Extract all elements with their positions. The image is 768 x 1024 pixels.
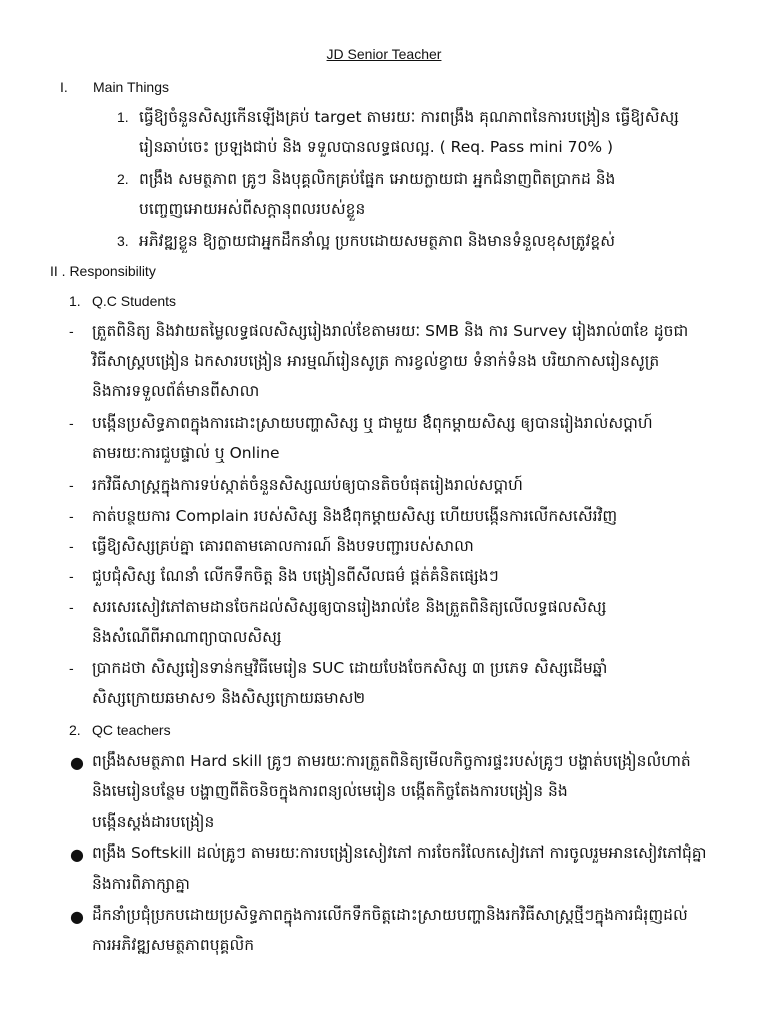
sub-2-marker: 2. — [69, 722, 81, 738]
student-item-3-dash: - — [69, 477, 74, 493]
teacher-item-2-line-1: ពង្រឹង Softskill ដល់គ្រូៗ តាមរយៈការបង្រៀនសៀវភៅ ការចែករំលែកសៀវភៅ ការចូលរួមអានសៀវភៅជុំគ្នា — [92, 844, 707, 862]
main-item-2-marker: 2. — [117, 171, 129, 187]
student-item-4-line-1: កាត់បន្ថយការ Complain របស់សិស្ស និងឳពុកម្តាយសិស្ស ហើយបង្កើនការលើកសសើរវិញ — [92, 507, 618, 525]
main-item-1-line-1: ធ្វើឱ្យចំនួនសិស្សកើនឡើងគ្រប់ target តាមរយៈ ការពង្រឹង គុណភាពនៃការបង្រៀន ធ្វើឱ្យសិស្ស — [139, 108, 679, 126]
student-item-1-line-3: និងការទទួលព័ត៌មានពីសាលា — [92, 382, 260, 400]
main-item-2-line-2: បញ្ចេញអោយអស់ពីសក្តានុពលរបស់ខ្លួន — [139, 200, 366, 218]
student-item-1-dash: - — [69, 323, 74, 339]
student-item-7-dash: - — [69, 599, 74, 615]
student-item-6-dash: - — [69, 568, 74, 584]
main-item-1-marker: 1. — [117, 109, 129, 125]
student-item-2-dash: - — [69, 415, 74, 431]
student-item-7-line-1: សរសេរសៀវភៅតាមដានចែកដល់សិស្សឲ្យបានរៀងរាល់ខែ និងត្រួតពិនិត្យលើលទ្ធផលសិស្ស — [92, 598, 607, 616]
sub-2-heading: QC teachers — [92, 722, 171, 738]
main-item-3-marker: 3. — [117, 233, 129, 249]
student-item-8-dash: - — [69, 660, 74, 676]
teacher-item-3-line-2: ការអភិវឌ្ឍសមត្ថភាពបុគ្គលិក — [92, 936, 255, 954]
student-item-1-line-2: វិធីសាស្រ្តបង្រៀន ឯកសារបង្រៀន អារម្មណ៍រៀនសូត្រ ការខ្វល់ខ្វាយ ទំនាក់ទំនង បរិយាកាសរៀនសូត្រ — [92, 352, 660, 370]
sub-1-heading: Q.C Students — [92, 293, 177, 309]
section-2-heading: II . Responsibility — [50, 263, 156, 279]
teacher-item-1-bullet: ● — [70, 753, 84, 772]
main-item-1-line-2: រៀនឆាប់ចេះ ប្រឡងជាប់ និង ទទួលបានលទ្ធផលល្អ. ( Req. Pass mini 70% ) — [139, 138, 614, 156]
main-item-2-line-1: ពង្រឹង សមត្ថភាព គ្រូៗ និងបុគ្គលិកគ្រប់ផ្នែក អោយក្លាយជា អ្នកជំនាញពិតប្រាកដ និង — [139, 170, 616, 188]
section-1-marker: I. — [60, 79, 68, 95]
student-item-1-line-1: ត្រួតពិនិត្យ និងវាយតម្លៃលទ្ធផលសិស្សរៀងរាល់ខែតាមរយៈ SMB និង ការ Survey រៀងរាល់៣ខែ ដូចជា — [92, 322, 689, 340]
sub-1-marker: 1. — [69, 293, 81, 309]
student-item-7-line-2: និងសំណើពីអាណាព្យាបាលសិស្ស — [92, 628, 282, 646]
student-item-8-line-2: សិស្សក្រោយឆមាស១ និងសិស្សក្រោយឆមាស២ — [92, 689, 366, 707]
teacher-item-2-line-2: និងការពិភាក្សាគ្នា — [92, 875, 190, 893]
section-1-heading: Main Things — [93, 79, 170, 95]
teacher-item-1-line-3: បង្កើនស្តង់ដារបង្រៀន — [92, 813, 215, 831]
document-title: JD Senior Teacher — [326, 46, 442, 62]
student-item-8-line-1: ប្រាកដថា សិស្សរៀនទាន់កម្មវិធីមេរៀន SUC ដោយបែងចែកសិស្ស ៣ ប្រភេទ សិស្សដើមឆ្នាំ — [92, 659, 608, 677]
student-item-6-line-1: ជួបជុំសិស្ស ណែនាំ លើកទឹកចិត្ត និង បង្រៀនពីសីលធម៌ ផ្តត់គំនិតផ្សេងៗ — [92, 567, 499, 585]
student-item-4-dash: - — [69, 508, 74, 524]
student-item-2-line-1: បង្កើនប្រសិទ្ធភាពក្នុងការដោះស្រាយបញ្ហាសិស្ស ឬ ជាមួយ ឳពុកម្តាយសិស្ស ឲ្យបានរៀងរាល់សប្តាហ៍ — [92, 414, 653, 432]
student-item-2-line-2: តាមរយៈការជួបផ្ទាល់ ឬ Online — [92, 444, 280, 462]
teacher-item-1-line-1: ពង្រឹងសមត្ថភាព Hard skill គ្រូៗ តាមរយៈការត្រួតពិនិត្យមើលកិច្ចការផ្ទះរបស់គ្រូៗ បង្ហាត់បង្រៀនលំហាត់ — [92, 752, 691, 770]
teacher-item-1-line-2: និងមេរៀនបន្ថែម បង្ហាញពីតិចនិចក្នុងការពន្យល់មេរៀន បង្កើតកិច្ចតែងការបង្រៀន និង — [92, 782, 568, 800]
teacher-item-3-bullet: ● — [70, 907, 84, 926]
teacher-item-2-bullet: ● — [70, 845, 84, 864]
teacher-item-3-line-1: ដឹកនាំប្រជុំប្រកបដោយប្រសិទ្ធភាពក្នុងការលើកទឹកចិត្តដោះស្រាយបញ្ហានិងរកវិធីសាស្ត្រថ្មីៗក្នុងការជំរុញដល់ — [92, 906, 688, 924]
student-item-5-line-1: ធ្វើឱ្យសិស្សគ្រប់គ្នា គោរពតាមគោលការណ៍ និងបទបញ្ជារបស់សាលា — [92, 537, 474, 555]
student-item-5-dash: - — [69, 538, 74, 554]
student-item-3-line-1: រកវិធីសាស្ត្រក្នុងការទប់ស្កាត់ចំនួនសិស្សឈប់ឲ្យបានតិចបំផុតរៀងរាល់សប្តាហ៍ — [92, 476, 523, 494]
main-item-3-line-1: អភិវឌ្ឍខ្លួន ឱ្យក្លាយជាអ្នកដឹកនាំល្អ ប្រកបដោយសមត្ថភាព និងមានទំនួលខុសត្រូវខ្ពស់ — [139, 232, 615, 250]
